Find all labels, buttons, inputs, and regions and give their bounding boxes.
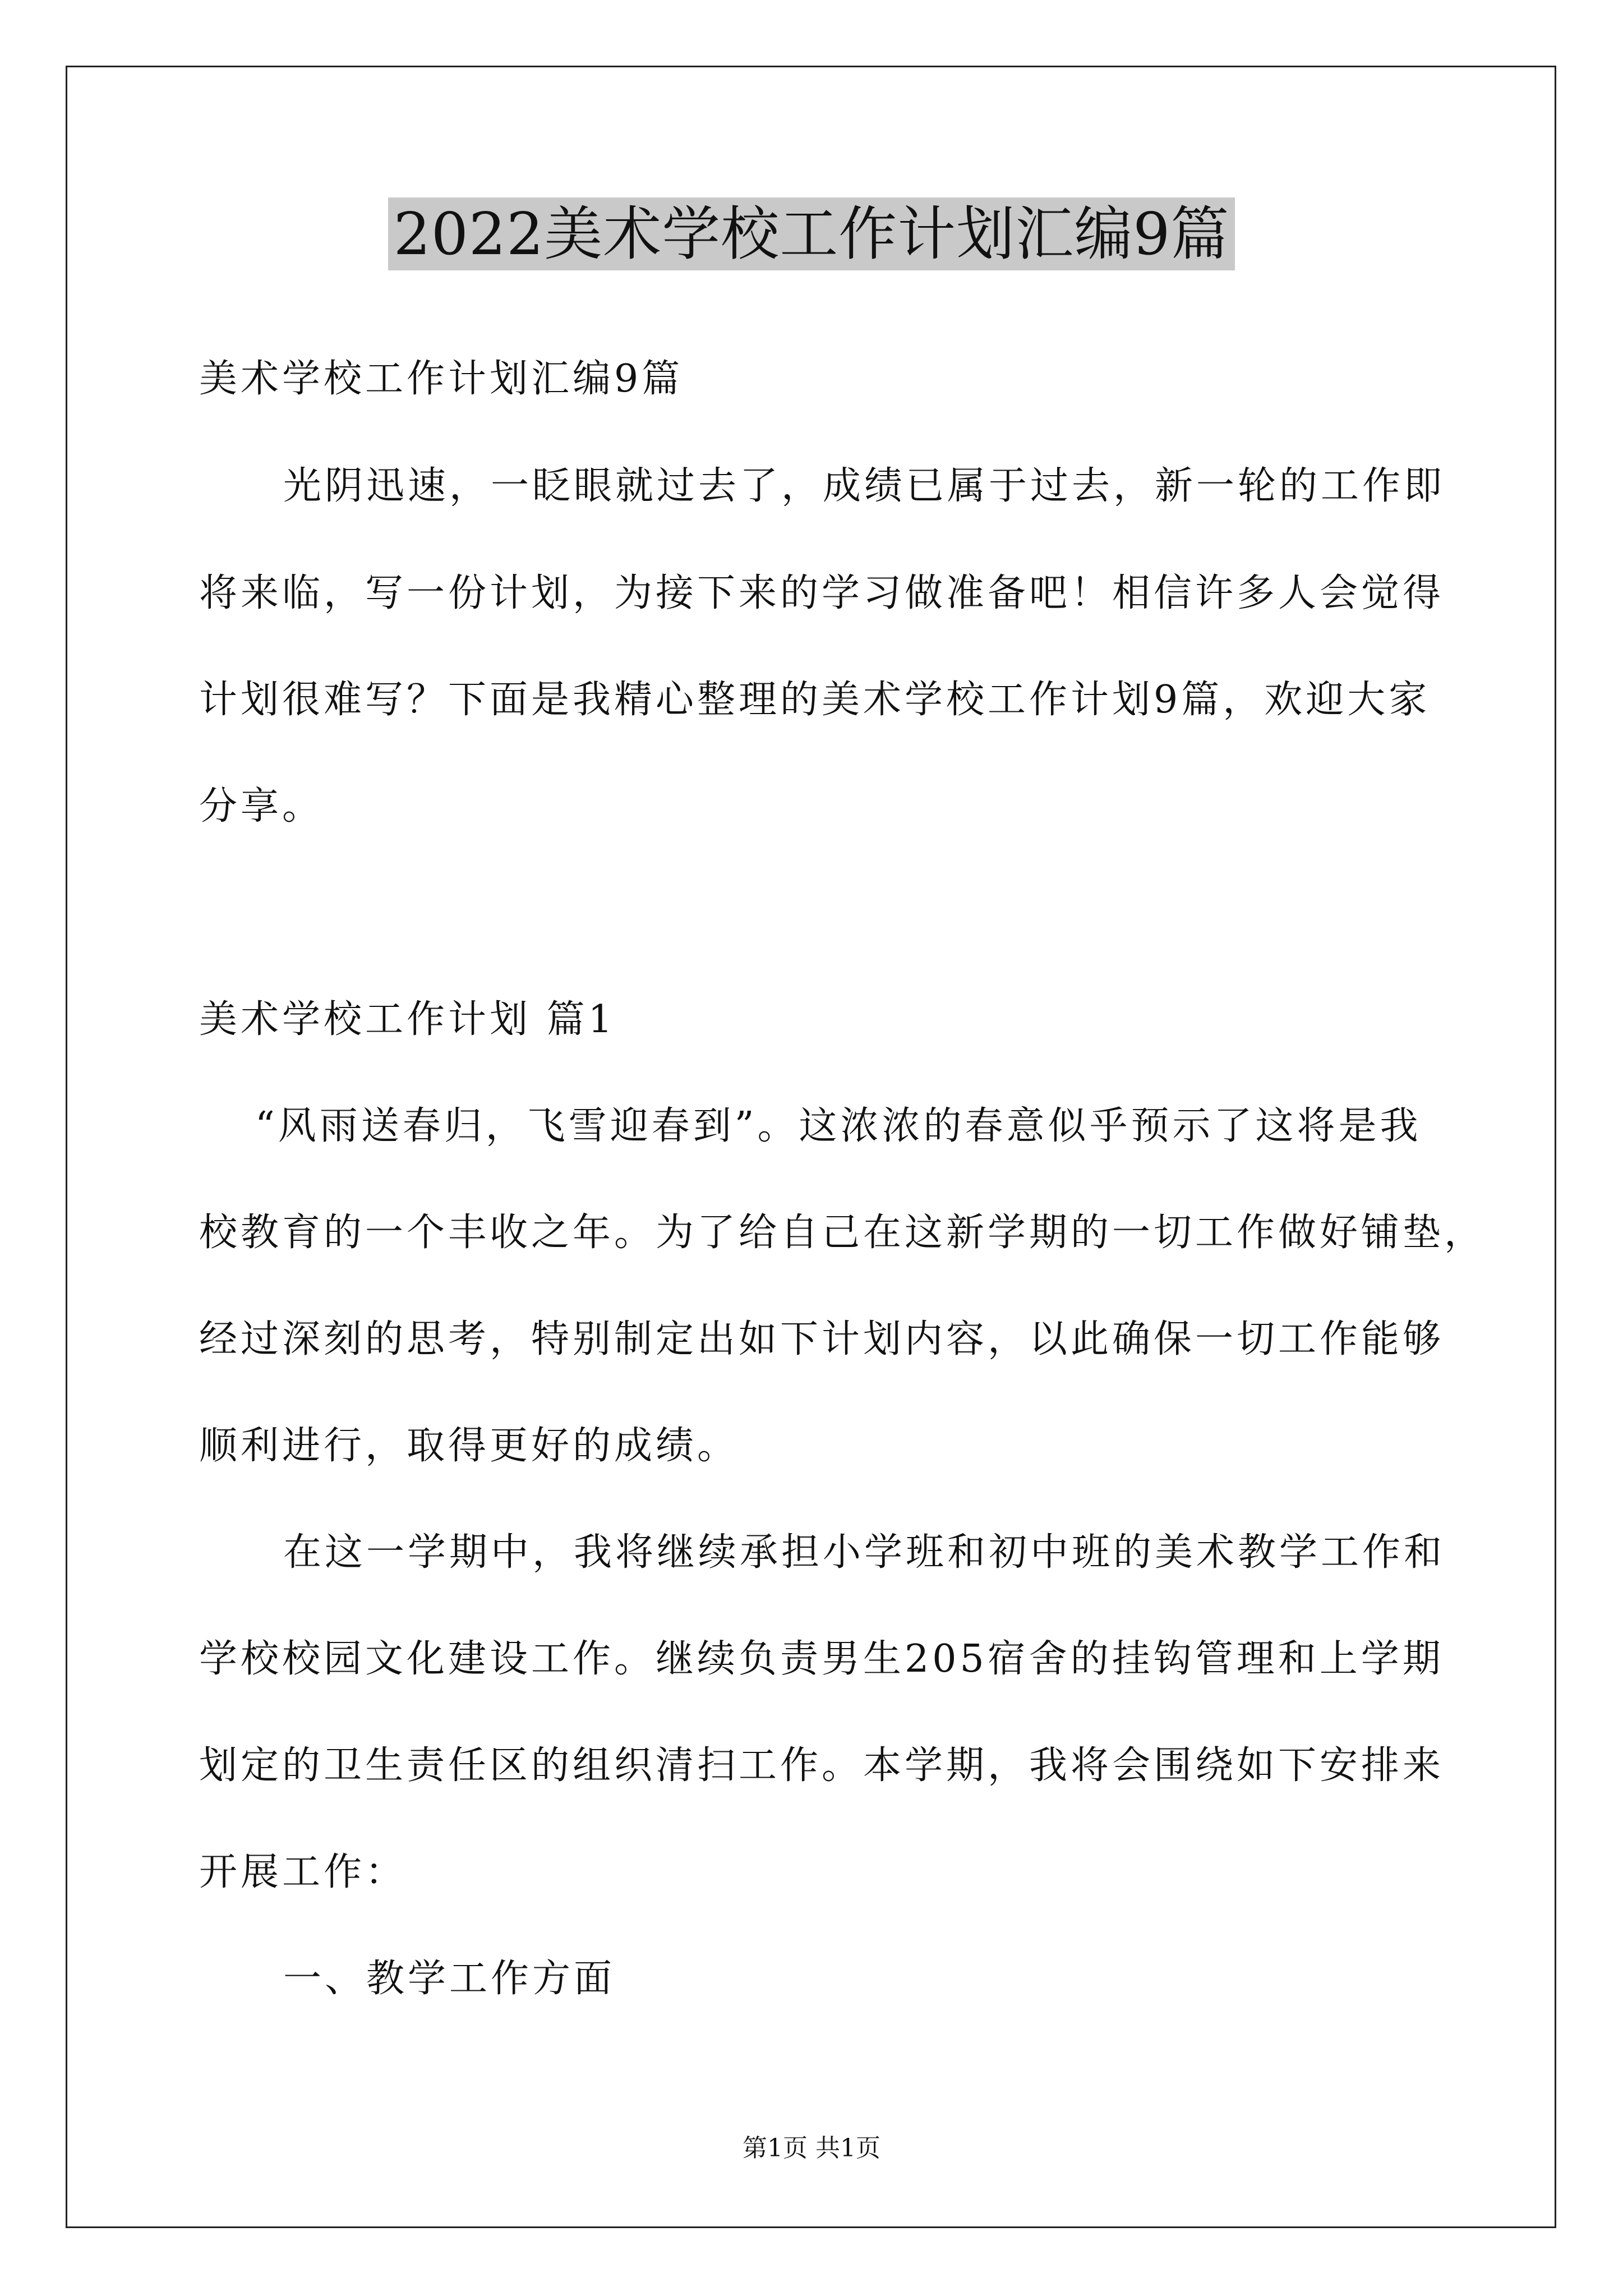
para1-line-3: 经过深刻的思考，特别制定出如下计划内容，以此确保一切工作能够 [199, 1317, 1445, 1361]
page-title: 2022美术学校工作计划汇编9篇 [388, 197, 1235, 270]
title-container [0, 197, 1623, 270]
intro-line-1: 光阴迅速，一眨眼就过去了，成绩已属于过去，新一轮的工作即 [283, 464, 1446, 508]
page-footer: 第1页 共1页 [743, 2134, 880, 2162]
subtitle: 美术学校工作计划汇编9篇 [199, 357, 684, 401]
intro-line-3: 计划很难写？下面是我精心整理的美术学校工作计划9篇，欢迎大家 [199, 678, 1431, 722]
para2-line-1: 在这一学期中，我将继续承担小学班和初中班的美术教学工作和 [283, 1530, 1446, 1575]
item-heading: 一、教学工作方面 [283, 1957, 616, 2001]
para1-line-4: 顺利进行，取得更好的成绩。 [199, 1424, 739, 1468]
intro-line-2: 将来临，写一份计划，为接下来的学习做准备吧！相信许多人会觉得 [199, 571, 1445, 615]
para2-line-2: 学校校园文化建设工作。继续负责男生205宿舍的挂钩管理和上学期 [199, 1637, 1444, 1681]
section-heading: 美术学校工作计划 篇1 [199, 997, 616, 1042]
para1-line-1: “风雨送春归，飞雪迎春到”。这浓浓的春意似乎预示了这将是我 [255, 1104, 1422, 1148]
para2-line-4: 开展工作： [199, 1850, 407, 1894]
intro-line-4: 分享。 [199, 784, 324, 829]
para1-line-2: 校教育的一个丰收之年。为了给自己在这新学期的一切工作做好铺垫， [199, 1211, 1486, 1255]
para2-line-3: 划定的卫生责任区的组织清扫工作。本学期，我将会围绕如下安排来 [199, 1743, 1445, 1788]
